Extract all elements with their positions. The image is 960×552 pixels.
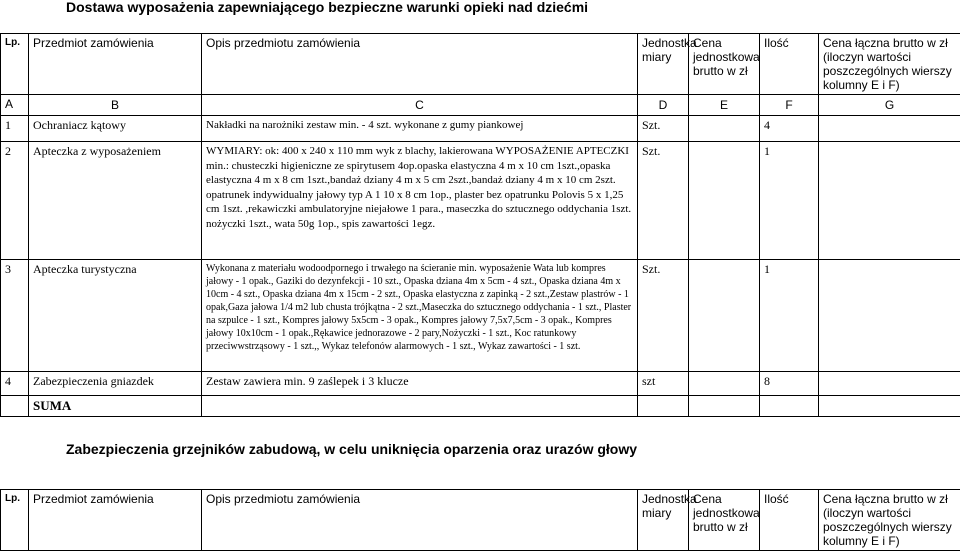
row-item: Zabezpieczenia gniazdek — [29, 372, 202, 396]
row-lp: 3 — [1, 260, 29, 372]
table-header-row — [1, 34, 960, 95]
sum-desc — [202, 396, 638, 417]
row-desc: WYMIARY: ok: 400 x 240 x 110 mm wyk z blachy, lakierowana WYPOSAŻENIE APTECZKI min.: chusteczki higieniczne ze spirytusem 4op.opaska elastyczna 4 m x 10 cm 1szt.,opaska elastyczna 4 m x 8 cm 1szt.,bandaż dziany 4 m x 5 cm 2szt.,bandaż dziany 4 m x 10 cm 2szt. opatrunek indywidualny jałowy typ A 1 10 x 8 cm 1op., plaster bez opatrunku Polovis 5 x 1,25 cm 1szt. ,rekawiczki ambulatoryjne niejałowe 1 para., maseczka do sztucznego oddychania 1szt. nożyczki 1szt., wata 50g 1op., spis zawartości 1egz. — [202, 142, 638, 260]
letter-g: G — [819, 95, 960, 116]
row-unit: Szt. — [638, 260, 689, 372]
table-header-row — [1, 490, 960, 551]
row-total — [819, 372, 960, 396]
row-item: Ochraniacz kątowy — [29, 116, 202, 142]
letter-f: F — [760, 95, 819, 116]
section-title: Dostawa wyposażenia zapewniającego bezpieczne warunki opieki nad dziećmi — [66, 0, 589, 15]
header-price: Cena jednostkowa brutto w zł — [689, 34, 760, 95]
header-item: Przedmiot zamówienia — [29, 490, 202, 551]
sum-spacer — [1, 396, 29, 417]
row-unit: szt — [638, 372, 689, 396]
row-item: Apteczka turystyczna — [29, 260, 202, 372]
row-qty: 8 — [760, 372, 819, 396]
header-item: Przedmiot zamówienia — [29, 34, 202, 95]
letter-b: B — [29, 95, 202, 116]
letter-c: C — [202, 95, 638, 116]
header-qty: Ilość — [760, 490, 819, 551]
row-unit: Szt. — [638, 116, 689, 142]
row-unit: Szt. — [638, 142, 689, 260]
header-total: Cena łączna brutto w zł (iloczyn wartości poszczególnych wierszy kolumny E i F) — [819, 490, 960, 551]
row-price — [689, 116, 760, 142]
table-row — [1, 142, 960, 260]
header-price: Cena jednostkowa brutto w zł — [689, 490, 760, 551]
row-lp: 2 — [1, 142, 29, 260]
sum-unit — [638, 396, 689, 417]
row-qty: 1 — [760, 260, 819, 372]
row-item: Apteczka z wyposażeniem — [29, 142, 202, 260]
row-price — [689, 372, 760, 396]
radiator-table — [0, 489, 960, 551]
header-unit: Jednostka miary — [638, 34, 689, 95]
section-title: Zabezpieczenia grzejników zabudową, w celu uniknięcia oparzenia oraz urazów głowy — [66, 441, 638, 457]
row-qty: 4 — [760, 116, 819, 142]
row-total — [819, 260, 960, 372]
letters-row — [1, 95, 960, 116]
sum-row — [1, 396, 960, 417]
row-desc: Wykonana z materiału wodoodpornego i trwałego na ścieranie min. wyposażenie Wata lub kompres jałowy - 1 opak., Gaziki do dezynfekcji - 10 szt., Opaska dziana 4m x 5cm - 4 szt., Opaska dziana 4m x 10cm - 4 szt., Opaska dziana 4m x 15cm - 2 szt., Opaska elastyczna z zapinką - 2 szt.,Zestaw plastrów - 1 opak,Gaza jałowa 1/4 m2 lub chusta trójkątna - 2 szt.,Maseczka do sztucznego oddychania - 1 szt., Plaster na szpulce - 1 szt., Kompres jałowy 5x5cm - 3 opak., Kompres jałowy 7,5x7,5cm - 3 opak., Kompres jałowy 10x10cm - 1 opak.,Rękawice jednorazowe - 2 pary,Nożyczki - 1 szt., Koc ratunkowy przeciwwstrząsowy - 1 szt.,, Wykaz telefonów alarmowych - 1 szt., Wykaz zawartości - 1 szt. — [202, 260, 638, 372]
header-lp: Lp. — [1, 34, 29, 95]
row-lp: 1 — [1, 116, 29, 142]
letter-e: E — [689, 95, 760, 116]
letter-d: D — [638, 95, 689, 116]
row-desc: Nakładki na narożniki zestaw min. - 4 szt. wykonane z gumy piankowej — [202, 116, 638, 142]
header-total: Cena łączna brutto w zł (iloczyn wartości poszczególnych wierszy kolumny E i F) — [819, 34, 960, 95]
table-row — [1, 260, 960, 372]
header-desc: Opis przedmiotu zamówienia — [202, 490, 638, 551]
sum-label: SUMA — [29, 396, 202, 417]
row-lp: 4 — [1, 372, 29, 396]
sum-price — [689, 396, 760, 417]
header-lp: Lp. — [1, 490, 29, 551]
header-unit: Jednostka miary — [638, 490, 689, 551]
letter-a: A — [1, 95, 29, 116]
table-row — [1, 372, 960, 396]
sum-qty — [760, 396, 819, 417]
row-desc: Zestaw zawiera min. 9 zaślepek i 3 klucze — [202, 372, 638, 396]
table-row — [1, 116, 960, 142]
sum-total — [819, 396, 960, 417]
row-total — [819, 142, 960, 260]
row-total — [819, 116, 960, 142]
row-price — [689, 260, 760, 372]
header-qty: Ilość — [760, 34, 819, 95]
order-table — [0, 33, 960, 417]
row-price — [689, 142, 760, 260]
header-desc: Opis przedmiotu zamówienia — [202, 34, 638, 95]
row-qty: 1 — [760, 142, 819, 260]
